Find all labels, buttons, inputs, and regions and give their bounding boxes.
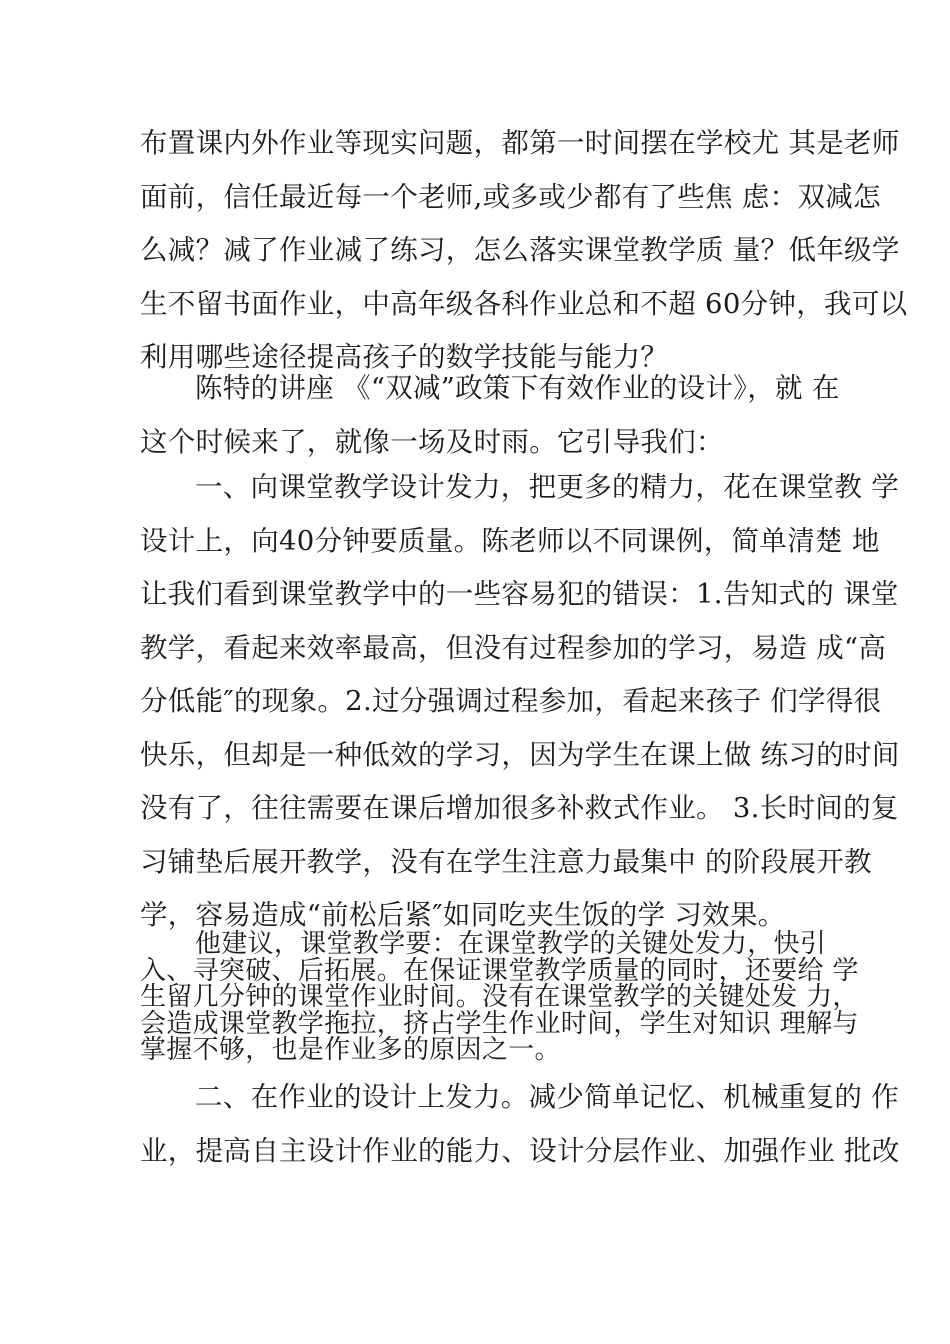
- text-line: 他建议，课堂教学要：在课堂教学的关键处发力，快引: [195, 929, 827, 959]
- text-line: 陈特的讲座 《“双减”政策下有效作业的设计》，就 在: [195, 372, 840, 404]
- text-line: 生留几分钟的课堂作业时间。没有在课堂教学的关键处发 力，: [140, 982, 859, 1012]
- text-line: 快乐，但却是一种低效的学习，因为学生在课上做 练习的时间: [140, 738, 900, 771]
- paragraph-2: [140, 362, 840, 469]
- paragraph-5: [140, 1071, 900, 1178]
- text-line: 生不留书面作业，中高年级各科作业总和不超 60分钟，我可以: [140, 287, 908, 320]
- text-line: 么减？减了作业减了练习，怎么落实课堂教学质 量？低年级学: [140, 234, 900, 266]
- paragraph-1: [140, 117, 908, 385]
- text-line: 业，提高自主设计作业的能力、设计分层作业、加强作业 批改: [140, 1134, 900, 1167]
- text-line: 面前，信任最近每一个老师,或多或少都有了些焦 虑：双减怎: [140, 180, 881, 213]
- text-line: 设计上，向40分钟要质量。陈老师以不同课例，简单清楚 地: [140, 524, 880, 557]
- text-line: 教学，看起来效率最高，但没有过程参加的学习，易造 成“高: [140, 631, 887, 664]
- text-line: 这个时候来了，就像一场及时雨。它引导我们：: [140, 425, 724, 458]
- text-line: 没有了，往往需要在课后增加很多补救式作业。 3.长时间的复: [140, 792, 899, 824]
- text-line: 二、在作业的设计上发力。减少简单记忆、机械重复的 作: [195, 1081, 900, 1113]
- text-line: 利用哪些途径提高孩子的数学技能与能力？: [140, 341, 669, 373]
- paragraph-4: [140, 929, 859, 1065]
- text-line: 分低能″的现象。2.过分强调过程参加，看起来孩子 们学得很: [140, 685, 882, 717]
- paragraph-3: [140, 461, 900, 943]
- text-line: 让我们看到课堂教学中的一些容易犯的错误：1.告知式的 课堂: [140, 578, 899, 610]
- text-line: 会造成课堂教学拖拉，挤占学生作业时间，学生对知识 理解与: [140, 1008, 859, 1039]
- text-line: 学，容易造成“前松后紧″如同吃夹生饭的学 习效果。: [140, 899, 786, 931]
- text-line: 掌握不够，也是作业多的原因之一。: [140, 1035, 561, 1065]
- text-line: 一、向课堂教学设计发力，把更多的精力，花在课堂教 学: [195, 471, 900, 503]
- text-line: 入、寻突破、后拓展。在保证课堂教学质量的同时，还要给 学: [140, 955, 859, 986]
- text-line: 习铺垫后展开教学，没有在学生注意力最集中 的阶段展开教: [140, 845, 872, 878]
- text-line: 布置课内外作业等现实问题，都第一时间摆在学校尤 其是老师: [140, 127, 900, 159]
